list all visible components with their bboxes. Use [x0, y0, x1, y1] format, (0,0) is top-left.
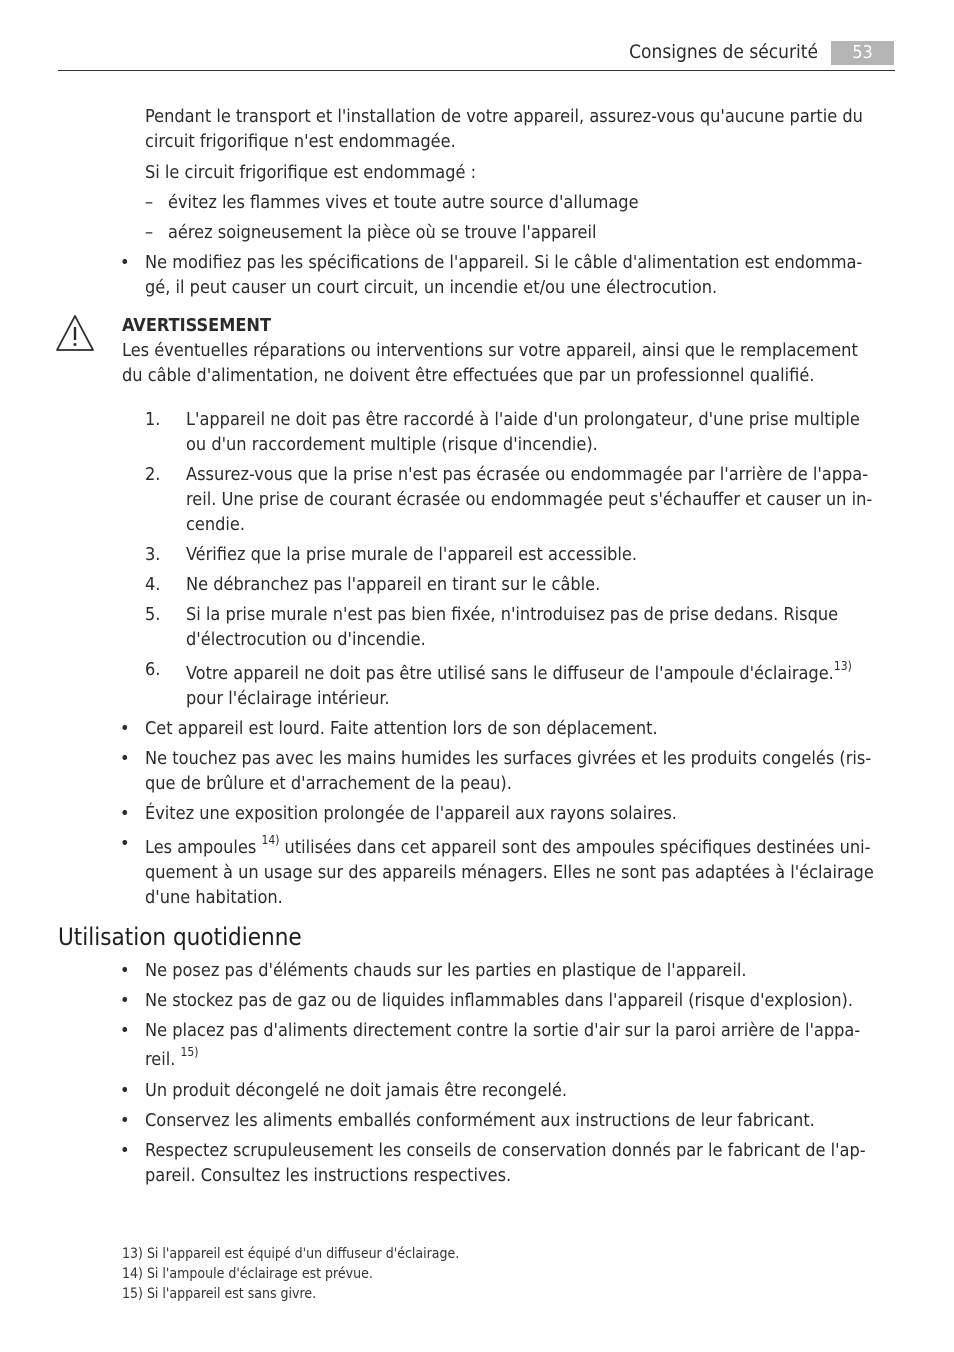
- text-line: ou d'un raccordement multiple (risque d'incendie).: [186, 434, 598, 455]
- text-line: L'appareil ne doit pas être raccordé à l'aide d'un prolongateur, d'une prise multiple: [186, 409, 860, 430]
- footnote-13: 13) Si l'appareil est équipé d'un diffuseur d'éclairage.: [122, 1246, 460, 1262]
- text-fragment: reil.: [145, 1049, 181, 1070]
- text-line: Pendant le transport et l'installation de votre appareil, assurez-vous qu'aucune partie du: [145, 106, 863, 127]
- list-number: 5.: [145, 604, 161, 625]
- text-line: du câble d'alimentation, ne doivent être effectuées que par un professionnel qualifié.: [122, 365, 815, 386]
- list-number: 6.: [145, 659, 161, 680]
- text-line: gé, il peut causer un court circuit, un incendie et/ou une électrocution.: [145, 277, 718, 298]
- bullet-item-sun: Évitez une exposition prolongée de l'appareil aux rayons solaires.: [145, 803, 677, 824]
- dash-item-ventilate: aérez soigneusement la pièce où se trouve l'appareil: [168, 222, 597, 243]
- text-line: que de brûlure et d'arrachement de la peau).: [145, 773, 512, 794]
- bullet-item-hot-elements: Ne posez pas d'éléments chauds sur les parties en plastique de l'appareil.: [145, 960, 747, 981]
- footnotes: [122, 1244, 459, 1304]
- bullet-marker: •: [120, 1140, 130, 1161]
- intro-paragraph-1: [145, 104, 863, 154]
- bullet-marker: •: [120, 252, 130, 273]
- text-line: [186, 661, 852, 686]
- bullet-marker: •: [120, 833, 130, 854]
- header-rule: [58, 70, 895, 71]
- bullet-item-lamps: [145, 835, 895, 910]
- bullet-marker: •: [120, 960, 130, 981]
- footnote-14: 14) Si l'ampoule d'éclairage est prévue.: [122, 1266, 373, 1282]
- dash-marker: –: [145, 222, 154, 243]
- text-line: Ne touchez pas avec les mains humides les surfaces givrées et les produits congelés (ris-: [145, 748, 872, 769]
- bullet-marker: •: [120, 1110, 130, 1131]
- bullet-marker: •: [120, 718, 130, 739]
- list-number: 1.: [145, 409, 161, 430]
- bullet-item-heavy: Cet appareil est lourd. Faite attention lors de son déplacement.: [145, 718, 658, 739]
- dash-marker: –: [145, 192, 154, 213]
- text-line: [145, 835, 895, 860]
- running-header-title: Consignes de sécurité: [629, 41, 818, 63]
- text-line: [145, 1047, 895, 1072]
- text-line: Assurez-vous que la prise n'est pas écrasée ou endommagée par l'arrière de l'appa-: [186, 464, 869, 485]
- bullet-item-refreeze: Un produit décongelé ne doit jamais être recongelé.: [145, 1080, 568, 1101]
- bullet-item-advice: [145, 1138, 895, 1188]
- text-line: Ne placez pas d'aliments directement contre la sortie d'air sur la paroi arrière de l'appa-: [145, 1020, 861, 1041]
- text-line: d'électrocution ou d'incendie.: [186, 629, 426, 650]
- numbered-item-loose-socket: [186, 602, 838, 652]
- text-line: Ne modifiez pas les spécifications de l'appareil. Si le câble d'alimentation est endomma-: [145, 252, 863, 273]
- text-line: Ne débranchez pas l'appareil en tirant sur le câble.: [186, 574, 601, 595]
- bullet-marker: •: [120, 803, 130, 824]
- text-line: Vérifiez que la prise murale de l'appareil est accessible.: [186, 544, 638, 565]
- text-fragment: Votre appareil ne doit pas être utilisé sans le diffuseur de l'ampoule d'éclairage.: [186, 663, 834, 684]
- numbered-item-extension: [186, 407, 860, 457]
- section-heading: Utilisation quotidienne: [58, 923, 302, 951]
- numbered-item-unplug: [186, 572, 600, 597]
- text-line: cendie.: [186, 514, 246, 535]
- bullet-item-modify: [145, 250, 895, 300]
- text-line: Si la prise murale n'est pas bien fixée, n'introduisez pas de prise dedans. Risque: [186, 604, 839, 625]
- bullet-marker: •: [120, 990, 130, 1011]
- text-line: Les éventuelles réparations ou interventions sur votre appareil, ainsi que le remplacement: [122, 340, 858, 361]
- text-fragment: Les ampoules: [145, 837, 262, 858]
- bullet-item-wet-hands: [145, 746, 895, 796]
- bullet-item-air-outlet: [145, 1018, 895, 1072]
- footnote-ref-15: 15): [180, 1045, 199, 1059]
- numbered-item-plug-damage: [186, 462, 872, 537]
- warning-text: [122, 338, 858, 388]
- footnote-ref-14: 14): [261, 833, 280, 847]
- bullet-item-packaged: Conservez les aliments emballés conformément aux instructions de leur fabricant.: [145, 1110, 815, 1131]
- warning-title: AVERTISSEMENT: [122, 315, 272, 336]
- list-number: 3.: [145, 544, 161, 565]
- bullet-marker: •: [120, 1020, 130, 1041]
- footnote-15: 15) Si l'appareil est sans givre.: [122, 1286, 317, 1302]
- dash-item-flames: évitez les flammes vives et toute autre source d'allumage: [168, 192, 639, 213]
- text-line: pour l'éclairage intérieur.: [186, 688, 390, 709]
- bullet-marker: •: [120, 748, 130, 769]
- numbered-item-accessible: [186, 542, 637, 567]
- numbered-item-diffuser: [186, 661, 852, 711]
- page-number: 53: [831, 41, 894, 65]
- text-line: reil. Une prise de courant écrasée ou endommagée peut s'échauffer et causer un in-: [186, 489, 873, 510]
- text-line: quement à un usage sur des appareils ménagers. Elles ne sont pas adaptées à l'éclairage: [145, 862, 874, 883]
- text-line: pareil. Consultez les instructions respectives.: [145, 1165, 512, 1186]
- bullet-item-flammable: Ne stockez pas de gaz ou de liquides inflammables dans l'appareil (risque d'explosion).: [145, 990, 854, 1011]
- text-line: Respectez scrupuleusement les conseils de conservation donnés par le fabricant de l'ap-: [145, 1140, 866, 1161]
- intro-paragraph-2: Si le circuit frigorifique est endommagé :: [145, 162, 477, 183]
- text-line: circuit frigorifique n'est endommagée.: [145, 131, 456, 152]
- footnote-ref-13: 13): [833, 659, 852, 673]
- list-number: 4.: [145, 574, 161, 595]
- text-line: d'une habitation.: [145, 887, 283, 908]
- text-fragment: utilisées dans cet appareil sont des ampoules spécifiques destinées uni-: [279, 837, 871, 858]
- list-number: 2.: [145, 464, 161, 485]
- warning-triangle-icon: [55, 313, 95, 353]
- bullet-marker: •: [120, 1080, 130, 1101]
